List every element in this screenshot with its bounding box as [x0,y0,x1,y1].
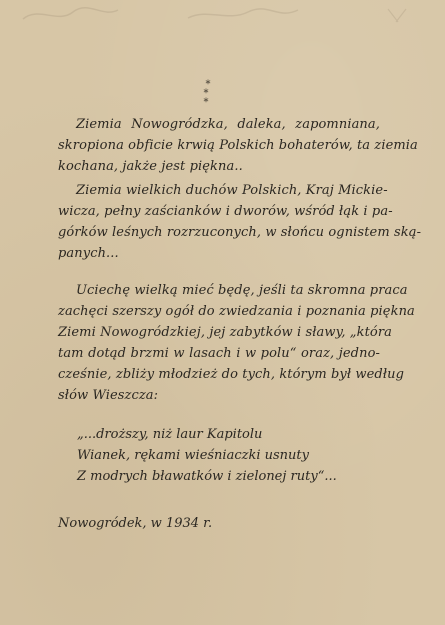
paragraph-line: kochana, jakże jest piękna.. [58,159,243,174]
paragraph-1 [58,114,418,177]
place-and-date: Nowogródek, w 1934 r. [58,516,213,531]
poem-quotation [77,424,357,487]
paragraph-line: górków leśnych rozrzuconych, w słońcu ognistem ską- [58,225,422,240]
asterism-ornament [190,79,226,108]
faint-bleed-through-text [18,4,428,26]
paragraph-line: słów Wieszcza: [58,388,159,403]
paragraph-2 [58,180,422,264]
asterism-top: * [205,79,211,90]
paragraph-line: cześnie, zbliży młodzież do tych, którym był według [58,367,405,382]
asterism-bottom: * * [203,88,219,108]
paragraph-line: zachęci szerszy ogół do zwiedzania i poznania piękna [58,304,415,319]
paragraph-line: panych... [58,246,119,261]
poem-line: Wianek, rękami wieśniaczki usnuty [77,448,309,463]
paragraph-3 [58,280,415,406]
paragraph-line: Uciechę wielką mieć będę, jeśli ta skromna praca [76,283,408,298]
poem-line: „...droższy, niż laur Kapitolu [77,427,263,442]
paragraph-line: Ziemia wielkich duchów Polskich, Kraj Mickie- [76,183,388,198]
paragraph-line: tam dotąd brzmi w lasach i w polu“ oraz, jedno- [58,346,380,361]
paragraph-line: wicza, pełny zaścianków i dworów, wśród łąk i pa- [58,204,393,219]
paragraph-line: Ziemia Nowogródzka, daleka, zapomniana, [76,117,380,132]
poem-line: Z modrych bławatków i zielonej ruty“... [77,469,337,484]
paragraph-line: skropiona obficie krwią Polskich bohaterów, ta ziemia [58,138,418,153]
paragraph-line: Ziemi Nowogródzkiej, jej zabytków i sławy, „która [58,325,393,340]
